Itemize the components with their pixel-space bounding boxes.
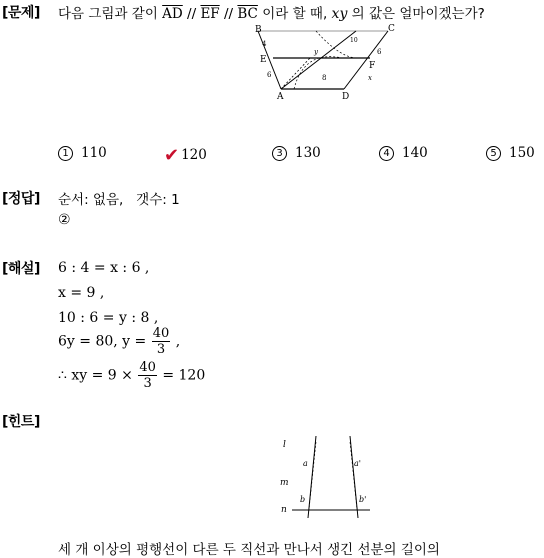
label-n: n xyxy=(281,505,287,515)
label-l: l xyxy=(283,440,286,450)
explanation-line-1: 6 : 4 = x : 6 , xyxy=(58,260,150,276)
choice-1-number: 1 xyxy=(58,146,73,161)
problem-suffix-b: 의 값은 얼마이겠는가? xyxy=(351,6,485,22)
choice-5-number: 5 xyxy=(486,146,501,161)
problem-suffix-a: 이라 할 때, xyxy=(262,6,328,22)
answer-line-2: ② xyxy=(58,212,71,228)
explanation-line-5 xyxy=(58,360,205,391)
explanation-5b: = 120 xyxy=(162,367,206,384)
choice-4[interactable] xyxy=(379,145,428,161)
label-four: 4 xyxy=(262,40,267,48)
choice-3-value: 130 xyxy=(295,145,321,161)
explanation-line-4 xyxy=(58,326,180,357)
problem-statement xyxy=(58,2,485,22)
hint-text: 세 개 이상의 평행선이 다른 두 직선과 만나서 생긴 선분의 길이의 xyxy=(58,542,440,558)
segment-ef: $\overline{EF}$ xyxy=(200,6,220,22)
choice-1[interactable] xyxy=(58,145,107,161)
fraction-40-3-b: $\frac{40}{3}$ xyxy=(139,360,156,391)
answer-section-label: [정답] xyxy=(2,191,40,207)
trapezoid-figure xyxy=(250,20,400,104)
fraction-40-3: $\frac{40}{3}$ xyxy=(152,326,170,357)
explanation-5a: ∴ xy = 9 × xyxy=(58,367,133,384)
label-eight: 8 xyxy=(322,74,327,82)
label-e: E xyxy=(260,55,267,65)
explanation-4b: , xyxy=(175,333,181,350)
label-d: D xyxy=(342,92,350,102)
segment-bc: $\overline{BC}$ xyxy=(237,6,258,22)
explanation-4a: 6y = 80, y = xyxy=(58,333,147,350)
problem-section-label: [문제] xyxy=(2,5,40,21)
explanation-line-3: 10 : 6 = y : 8 , xyxy=(58,310,159,326)
label-a-prime: a' xyxy=(354,459,361,468)
parallel-lines-figure xyxy=(278,432,378,522)
label-f: F xyxy=(369,61,376,71)
choice-3-number: 3 xyxy=(272,146,287,161)
choice-3[interactable] xyxy=(272,145,321,161)
choice-1-value: 110 xyxy=(81,145,107,161)
label-y: y xyxy=(314,48,318,56)
parallel-symbol: // xyxy=(223,6,234,22)
label-m: m xyxy=(280,478,289,488)
variable-xy: xy xyxy=(331,6,348,22)
check-mark-icon: ✔ xyxy=(164,145,180,166)
label-x: x xyxy=(368,74,372,82)
label-b-prime: b' xyxy=(359,495,367,504)
choice-5[interactable] xyxy=(486,145,535,161)
hint-section-label: [힌트] xyxy=(2,414,40,430)
choice-4-value: 140 xyxy=(402,145,428,161)
choice-2[interactable] xyxy=(164,145,207,166)
label-c: C xyxy=(388,24,395,34)
label-six-right: 6 xyxy=(377,48,382,56)
explanation-line-2: x = 9 , xyxy=(58,285,105,301)
label-a: a xyxy=(303,459,308,468)
label-a: A xyxy=(277,92,284,102)
parallel-symbol: // xyxy=(187,6,197,22)
label-b: B xyxy=(255,25,262,35)
explanation-section-label: [해설] xyxy=(2,261,40,277)
choice-2-value: 120 xyxy=(181,147,207,163)
choice-5-value: 150 xyxy=(509,145,535,161)
choice-4-number: 4 xyxy=(379,146,394,161)
label-b: b xyxy=(300,495,306,504)
segment-ad: $\overline{AD}$ xyxy=(162,6,183,22)
problem-prefix: 다음 그림과 같이 xyxy=(58,6,158,22)
answer-line-1: 순서: 없음, 갯수: 1 xyxy=(58,192,180,208)
label-six-left: 6 xyxy=(267,71,272,79)
label-ten: 10 xyxy=(350,37,358,44)
